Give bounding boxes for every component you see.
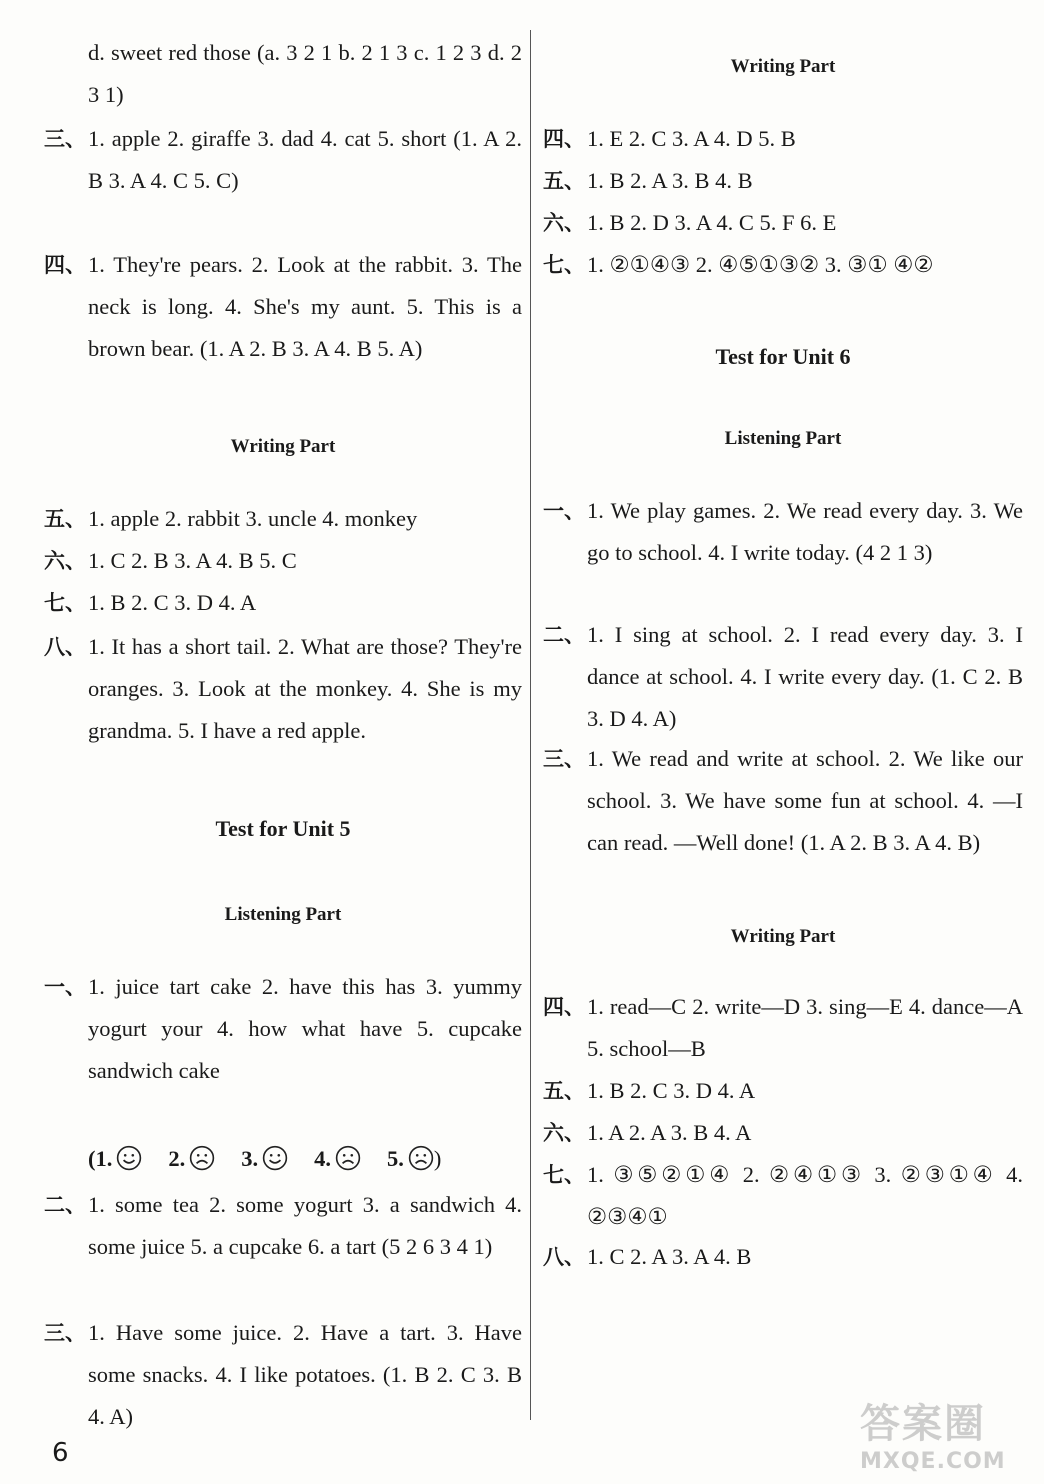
question-label: 二、 — [543, 623, 585, 647]
question-label: 四、 — [543, 127, 585, 151]
answer-item — [543, 202, 1023, 244]
answer-text: 1. We read and write at school. 2. We like our school. 3. We have some fun at school. 4. —I can read. —Well done! (1. A 2. B 3. A 4. B) — [587, 746, 1023, 855]
answer-item — [543, 160, 1023, 202]
section-title: Test for Unit 6 — [715, 344, 851, 369]
answer-item — [543, 1154, 1023, 1238]
page-number: 6 — [52, 1438, 69, 1468]
question-label: 一、 — [44, 975, 86, 999]
answer-item — [44, 626, 522, 752]
watermark-site: MXQE.COM — [860, 1449, 1006, 1474]
question-label: 五、 — [543, 169, 585, 193]
question-label: 四、 — [543, 995, 585, 1019]
answer-text: 1. apple 2. rabbit 3. uncle 4. monkey — [88, 506, 418, 531]
part-heading: Listening Part — [724, 428, 842, 449]
answer-text: 1. B 2. C 3. D 4. A — [587, 1078, 756, 1103]
answer-item — [44, 1312, 522, 1438]
question-label: 七、 — [44, 591, 86, 615]
part-heading: Writing Part — [730, 56, 836, 77]
answer-text: 1. I sing at school. 2. I read every day. 3. I dance at school. 4. I write every day. (1. C 2. B 3. D 4. A) — [587, 622, 1023, 731]
answer-text: 1. some tea 2. some yogurt 3. a sandwich 4. some juice 5. a cupcake 6. a tart (5 2 6 3 4 1) — [88, 1192, 522, 1259]
answer-item — [44, 966, 522, 1092]
answer-text: 1. juice tart cake 2. have this has 3. yummy yogurt your 4. how what have 5. cupcake sandwich cake — [88, 974, 522, 1083]
answer-item — [543, 614, 1023, 740]
answer-text: 1. B 2. C 3. D 4. A — [88, 590, 257, 615]
answer-item — [543, 1236, 1023, 1278]
answer-text: 1. A 2. A 3. B 4. A — [587, 1120, 752, 1145]
part-heading: Writing Part — [730, 926, 836, 947]
question-label: 五、 — [44, 507, 86, 531]
question-label: 八、 — [44, 635, 86, 659]
face-number: 2. — [168, 1146, 186, 1171]
face-number: 5. — [387, 1146, 404, 1171]
answer-item — [44, 582, 522, 624]
smiley-face-icon — [262, 1146, 288, 1171]
faces-close-paren: ) — [433, 1146, 442, 1171]
face-answers — [44, 1138, 522, 1180]
question-label: 一、 — [543, 499, 585, 523]
answer-text: 1. read—C 2. write—D 3. sing—E 4. dance—A 5. school—B — [587, 994, 1023, 1061]
smiley-face-icon — [116, 1146, 142, 1171]
answer-text: 1. B 2. A 3. B 4. B — [587, 168, 753, 193]
answer-text: 1. We play games. 2. We read every day. 3. We go to school. 4. I write today. (4 2 1 3) — [587, 498, 1023, 565]
question-label: 六、 — [44, 549, 86, 573]
question-label: 三、 — [543, 747, 585, 771]
answer-item — [543, 738, 1023, 864]
column-divider — [530, 30, 531, 1420]
face-number: 1. — [95, 1146, 113, 1171]
answer-text: 1. C 2. B 3. A 4. B 5. C — [88, 548, 297, 573]
answer-text: 1. C 2. A 3. A 4. B — [587, 1244, 752, 1269]
sad-face-icon — [408, 1146, 434, 1171]
sad-face-icon — [189, 1146, 215, 1171]
question-label: 三、 — [44, 127, 86, 151]
answer-item — [44, 498, 522, 540]
answer-text: d. sweet red those (a. 3 2 1 b. 2 1 3 c. 1 2 3 d. 2 3 1) — [88, 40, 522, 107]
watermark-text: 答案圈 — [860, 1401, 986, 1447]
face-number: 3. — [241, 1146, 259, 1171]
question-label: 五、 — [543, 1079, 585, 1103]
answer-item — [543, 1112, 1023, 1154]
answer-item — [44, 32, 522, 116]
question-label: 六、 — [543, 1121, 585, 1145]
answer-text: 1. Have some juice. 2. Have a tart. 3. Have some snacks. 4. I like potatoes. (1. B 2. C 3. B 4. A) — [88, 1320, 522, 1429]
question-label: 四、 — [44, 253, 86, 277]
answer-item — [543, 118, 1023, 160]
answer-text: 1. It has a short tail. 2. What are those? They're oranges. 3. Look at the monkey. 4. She is my grandma. 5. I have a red apple. — [88, 634, 522, 743]
answer-text: 1. They're pears. 2. Look at the rabbit. 3. The neck is long. 4. She's my aunt. 5. This is a brown bear. (1. A 2. B 3. A 4. B 5. A) — [88, 252, 522, 361]
answer-item — [543, 986, 1023, 1070]
answer-item — [44, 1184, 522, 1268]
answer-text: 1. apple 2. giraffe 3. dad 4. cat 5. short (1. A 2. B 3. A 4. C 5. C) — [88, 126, 522, 193]
part-heading: Writing Part — [230, 436, 336, 457]
answer-text: 1. ③⑤②①④ 2. ②④①③ 3. ②③①④ 4. ②③④① — [587, 1162, 1023, 1229]
question-label: 七、 — [543, 253, 585, 277]
answer-item — [543, 244, 1023, 286]
answer-text: 1. E 2. C 3. A 4. D 5. B — [587, 126, 796, 151]
question-label: 六、 — [543, 211, 585, 235]
question-label: 二、 — [44, 1193, 86, 1217]
answer-text: 1. ②①④③ 2. ④⑤①③② 3. ③① ④② — [587, 252, 934, 277]
watermark-logo — [860, 1392, 1030, 1478]
question-label: 三、 — [44, 1321, 86, 1345]
faces-open-paren: ( — [88, 1146, 96, 1171]
question-label: 七、 — [543, 1163, 585, 1187]
answer-item — [543, 490, 1023, 574]
part-heading: Listening Part — [224, 904, 342, 925]
answer-item — [543, 1070, 1023, 1112]
sad-face-icon — [335, 1146, 361, 1171]
answer-item — [44, 540, 522, 582]
question-label: 八、 — [543, 1245, 585, 1269]
answer-text: 1. B 2. D 3. A 4. C 5. F 6. E — [587, 210, 837, 235]
face-number: 4. — [314, 1146, 331, 1171]
answer-item — [44, 118, 522, 202]
section-title: Test for Unit 5 — [215, 816, 351, 841]
answer-item — [44, 244, 522, 370]
